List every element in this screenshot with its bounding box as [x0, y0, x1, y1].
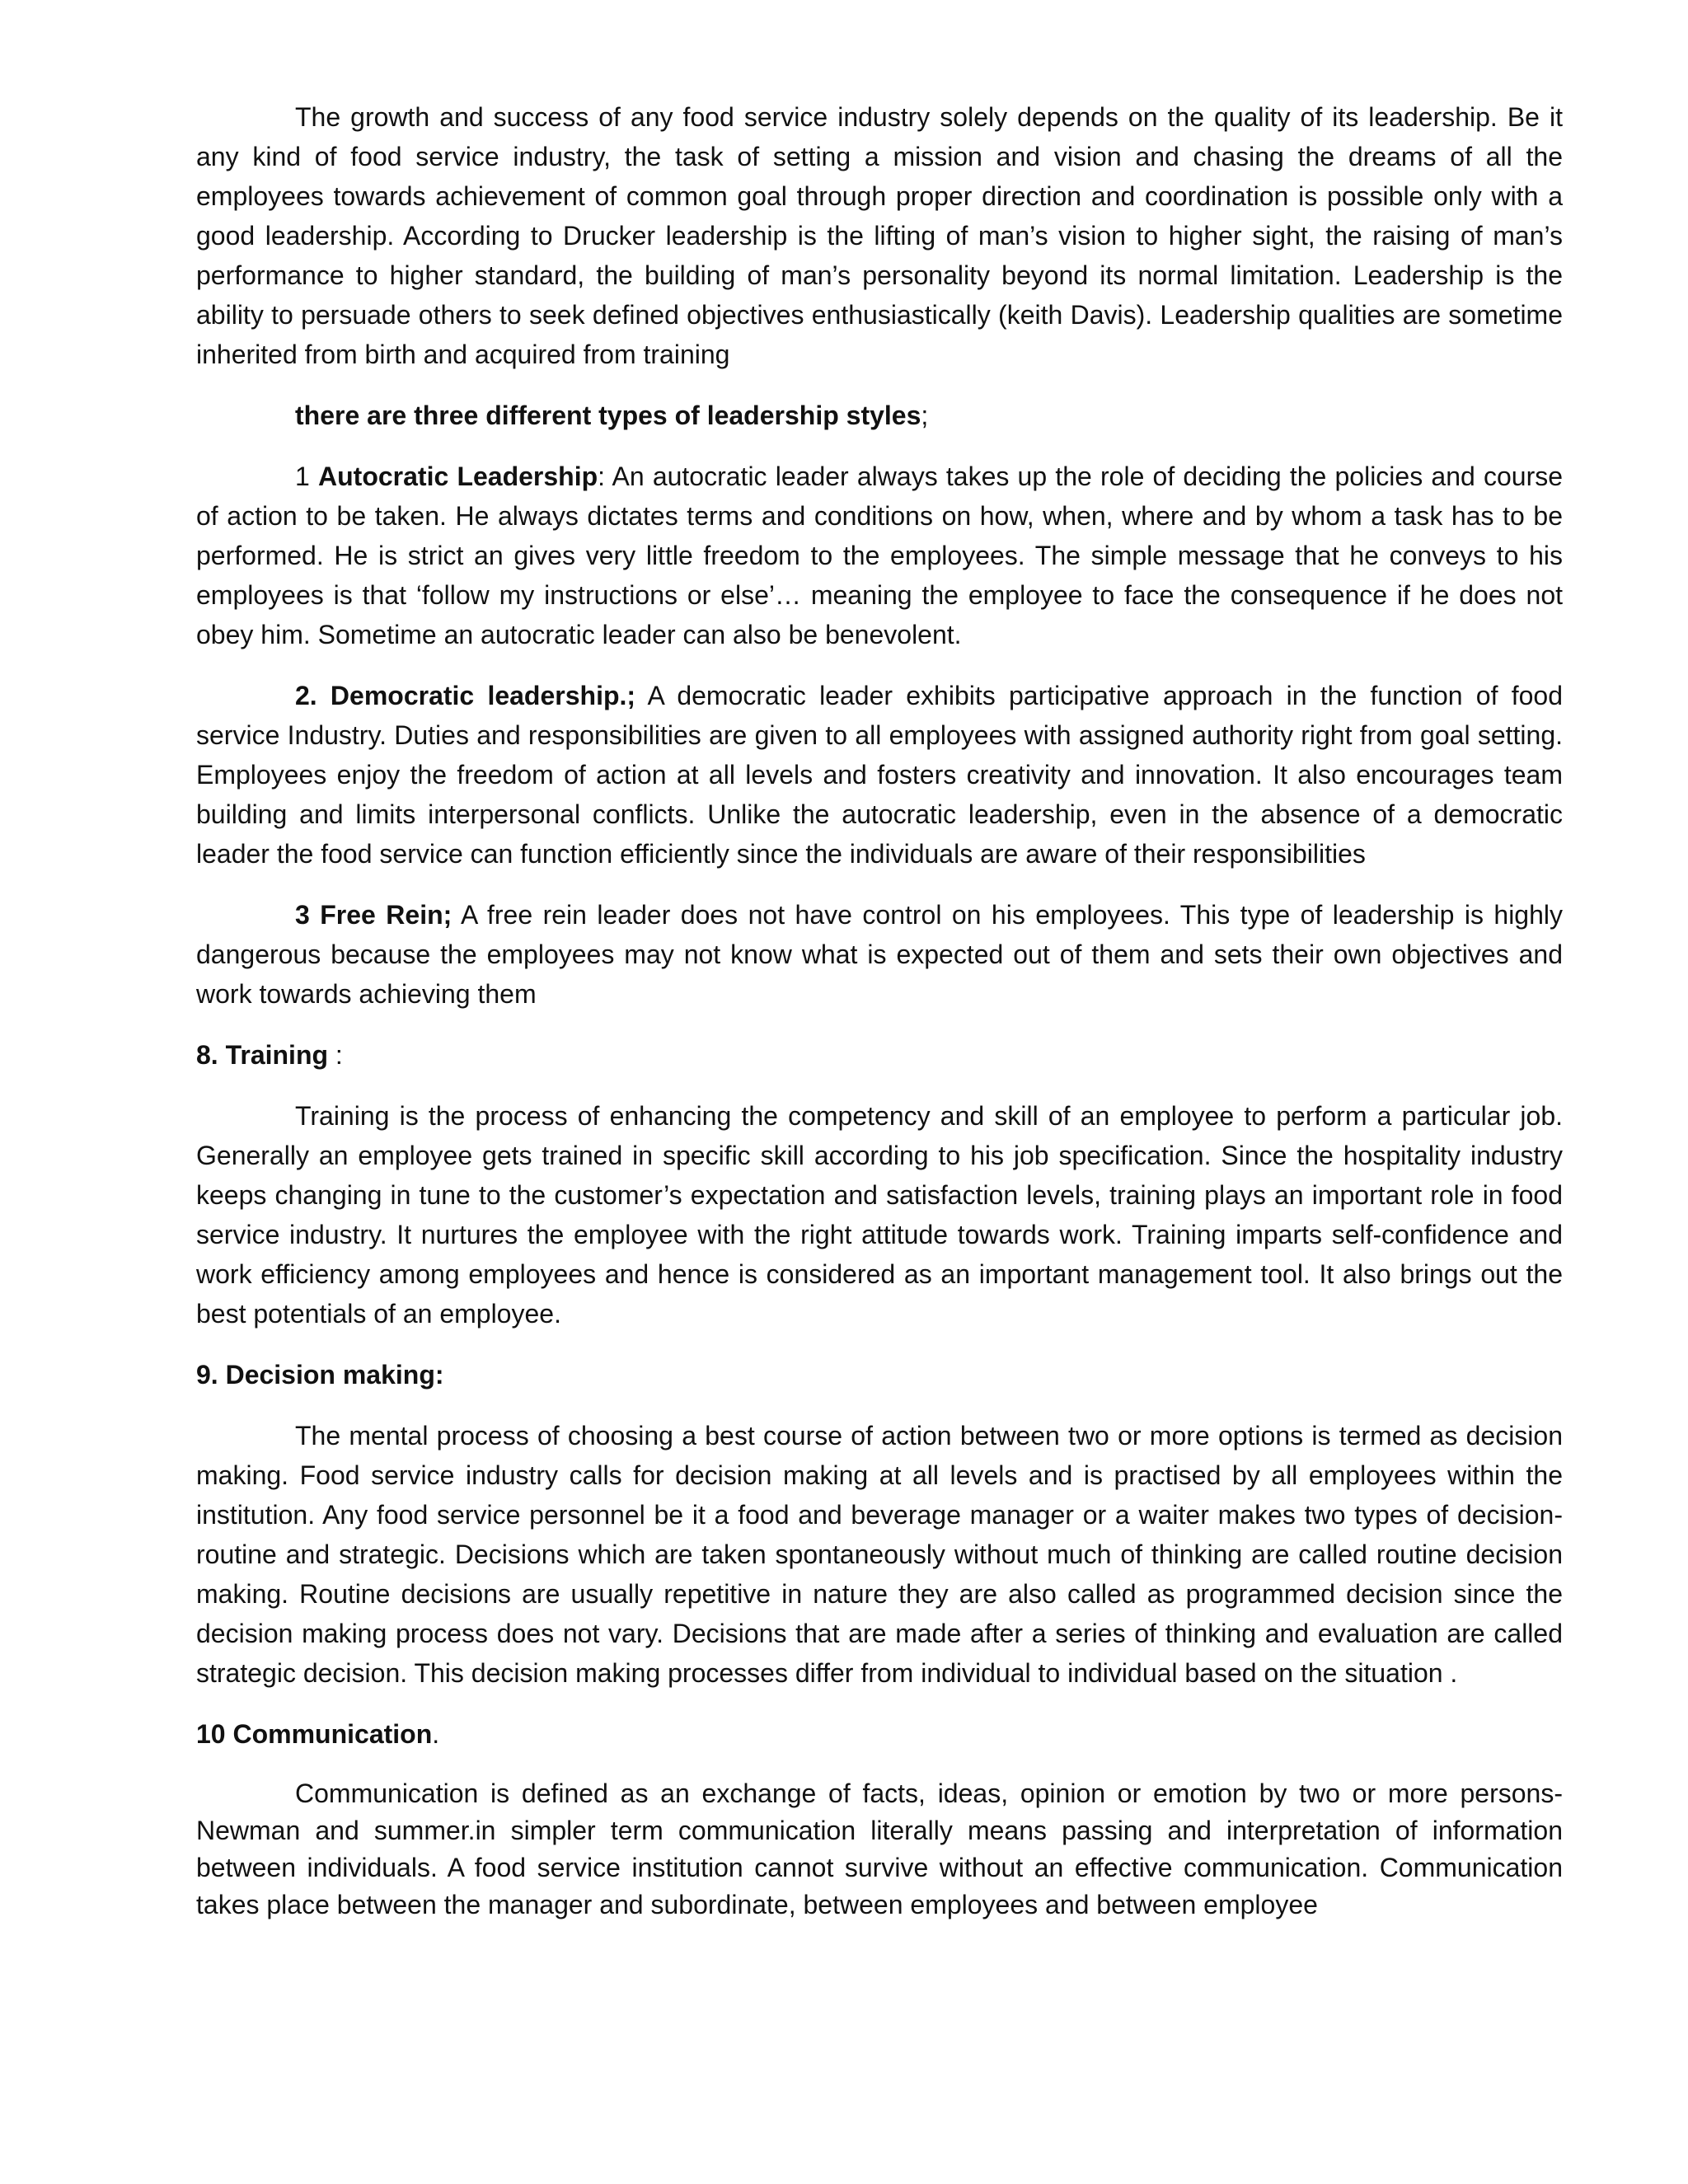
training-heading	[196, 1035, 1563, 1075]
decision-making-heading-label: 9. Decision making:	[196, 1360, 444, 1390]
intro-text: The growth and success of any food service industry solely depends on the quality of its leadership. Be it any kind of food service industry, the task of setting a mission and vision and chasing the dreams of all the employees towards achievement of common goal through proper direction and coordination is possible only with a good leadership. According to Drucker leadership is the lifting of man’s vision to higher sight, the raising of man’s performance to higher standard, the building of man’s personality beyond its normal limitation. Leadership is the ability to persuade others to seek defined objectives enthusiastically (keith Davis). Leadership qualities are sometime inherited from birth and acquired from training	[196, 102, 1563, 369]
communication-heading	[196, 1714, 1563, 1754]
training-heading-tail: :	[328, 1040, 343, 1070]
communication-heading-tail: .	[432, 1719, 440, 1749]
leadership-styles-tail: ;	[921, 401, 929, 430]
training-paragraph	[196, 1096, 1563, 1333]
democratic-paragraph	[196, 676, 1563, 874]
communication-heading-label: 10 Communication	[196, 1719, 433, 1749]
leadership-styles-intro	[196, 396, 1563, 435]
communication-paragraph	[196, 1775, 1563, 1924]
intro-paragraph	[196, 97, 1563, 374]
autocratic-number: 1	[295, 462, 318, 491]
autocratic-paragraph	[196, 457, 1563, 654]
democratic-heading: 2. Democratic leadership.;	[295, 681, 636, 710]
decision-making-text: The mental process of choosing a best course of action between two or more options is termed as decision making. Food service industry calls for decision making at all levels and is practised by all employees within the institution. Any food service personnel be it a food and beverage manager or a waiter makes two types of decision-routine and strategic. Decisions which are taken spontaneously without much of thinking are called routine decision making. Routine decisions are usually repetitive in nature they are also called as programmed decision since the decision making process does not vary. Decisions that are made after a series of thinking and evaluation are called strategic decision. This decision making processes differ from individual to individual based on the situation .	[196, 1421, 1563, 1688]
autocratic-text: : An autocratic leader always takes up the role of deciding the policies and course of action to be taken. He always dictates terms and conditions on how, when, where and by whom a task has to be performed. He is strict an gives very little freedom to the employees. The simple message that he conveys to his employees is that ‘follow my instructions or else’… meaning the employee to face the consequence if he does not obey him. Sometime an autocratic leader can also be benevolent.	[196, 462, 1564, 649]
document-page	[196, 97, 1563, 1945]
free-rein-paragraph	[196, 895, 1563, 1014]
communication-text: Communication is defined as an exchange of facts, ideas, opinion or emotion by two or more persons-Newman and summer.in simpler term communication literally means passing and interpretation of information between individuals. A food service institution cannot survive without an effective communication. Communication takes place between the manager and subordinate, between employees and between employee	[196, 1779, 1563, 1919]
decision-making-paragraph	[196, 1416, 1563, 1693]
democratic-text: A democratic leader exhibits participative approach in the function of food service Industry. Duties and responsibilities are given to all employees with assigned authority right from goal setting. Employees enjoy the freedom of action at all levels and fosters creativity and innovation. It also encourages team building and limits interpersonal conflicts. Unlike the autocratic leadership, even in the absence of a democratic leader the food service can function efficiently since the individuals are aware of their responsibilities	[196, 681, 1564, 869]
autocratic-heading: Autocratic Leadership	[318, 462, 598, 491]
free-rein-heading: 3 Free Rein;	[295, 900, 452, 930]
free-rein-text: A free rein leader does not have control on his employees. This type of leadership is highly dangerous because the employees may not know what is expected out of them and sets their own objectives and work towards achieving them	[196, 900, 1564, 1009]
decision-making-heading	[196, 1355, 1563, 1394]
training-text: Training is the process of enhancing the competency and skill of an employee to perform a particular job. Generally an employee gets trained in specific skill according to his job specification. Since the hospitality industry keeps changing in tune to the customer’s expectation and satisfaction levels, training plays an important role in food service industry. It nurtures the employee with the right attitude towards work. Training imparts self-confidence and work efficiency among employees and hence is considered as an important management tool. It also brings out the best potentials of an employee.	[196, 1101, 1563, 1329]
training-heading-label: 8. Training	[196, 1040, 329, 1070]
leadership-styles-label: there are three different types of leadership styles	[295, 401, 921, 430]
